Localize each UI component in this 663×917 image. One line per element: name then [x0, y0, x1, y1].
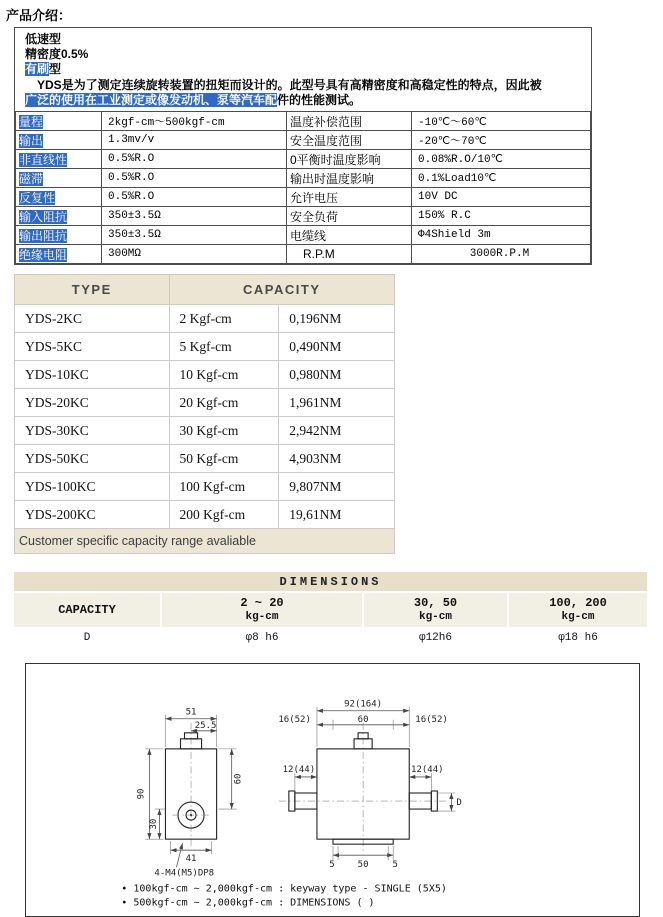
spec-row — [16, 169, 591, 188]
capacity-unit: kg-cm — [561, 611, 595, 623]
dim-height-label: 90 — [136, 788, 147, 800]
dim-bottom-width-label: 41 — [185, 854, 197, 865]
dims-row-label: D — [14, 629, 160, 647]
table-row — [15, 445, 395, 473]
spec-value: 0.08%R.O/10℃ — [412, 150, 591, 169]
dim-left-seg-label: 16(52) — [278, 714, 311, 725]
table-row — [15, 333, 395, 361]
model-type: YDS-5KC — [15, 333, 170, 361]
model-nm: 0,490NM — [279, 333, 395, 361]
dim-half-width-label: 25.5 — [194, 720, 217, 731]
spec-label: 0平衡时温度影响 — [287, 150, 412, 169]
spec-row — [16, 131, 591, 150]
table-footer-row — [15, 529, 395, 554]
model-nm: 4,903NM — [279, 445, 395, 473]
capacity-range: 2 ~ 20 — [240, 596, 284, 610]
spec-value: 350±3.5Ω — [102, 207, 287, 226]
product-spec-box — [14, 27, 592, 265]
model-type: YDS-20KC — [15, 389, 170, 417]
table-row — [15, 361, 395, 389]
spec-row — [16, 150, 591, 169]
feature-line-brush: 有刷型 — [25, 62, 62, 76]
table-row — [15, 389, 395, 417]
spec-label: R.P.M — [287, 245, 412, 264]
dimensions-title: DIMENSIONS — [14, 572, 647, 591]
table-row — [15, 417, 395, 445]
technical-drawing — [26, 664, 639, 916]
model-nm: 19,61NM — [279, 501, 395, 529]
selected-text: 有刷 — [25, 62, 50, 76]
dim-foot-mid-label: 50 — [357, 860, 369, 871]
spec-row — [16, 245, 591, 264]
dim-right-seg-label: 16(52) — [415, 714, 448, 725]
dimensions-title-row — [14, 572, 647, 591]
shaft-diameter-label: D — [456, 798, 462, 809]
spec-row — [16, 207, 591, 226]
product-intro — [15, 28, 591, 111]
spec-label: 安全温度范围 — [287, 131, 412, 150]
shaft-diameter: φ12h6 — [364, 629, 507, 647]
spec-label: 安全负荷 — [287, 207, 412, 226]
model-type: YDS-30KC — [15, 417, 170, 445]
spec-value: 0.5%R.O — [102, 169, 287, 188]
spec-label: 输出阻抗 — [16, 226, 102, 245]
spec-label: 非直线性 — [16, 150, 102, 169]
capacity-unit: kg-cm — [418, 611, 452, 623]
spec-value: 0.5%R.O — [102, 150, 287, 169]
spec-row — [16, 226, 591, 245]
dim-foot-left-label: 5 — [329, 860, 335, 871]
spec-label: 反复性 — [16, 188, 102, 207]
spec-value: 300MΩ — [102, 245, 287, 264]
spec-row — [16, 112, 591, 131]
spec-value: 0.1%Load10℃ — [412, 169, 591, 188]
model-nm: 9,807NM — [279, 473, 395, 501]
dim-width-label: 51 — [185, 707, 197, 718]
table-header-row — [15, 275, 395, 305]
spec-label: 温度补偿范围 — [287, 112, 412, 131]
spec-value: 10V DC — [412, 188, 591, 207]
spec-label: 电缆线 — [287, 226, 412, 245]
model-capacity: 50 Kgf-cm — [169, 445, 279, 473]
capacity-range: 100, 200 — [549, 596, 607, 610]
dimensions-table — [12, 570, 649, 649]
selected-text: 广泛的使用在工业测定或像发动机、泵等汽车配 — [25, 93, 278, 107]
spec-label: 允许电压 — [287, 188, 412, 207]
model-nm: 2,942NM — [279, 417, 395, 445]
dim-lower-label: 30 — [148, 818, 159, 830]
spec-value: 2kgf-cm～500kgf-cm — [102, 112, 287, 131]
spec-value: 3000R.P.M — [412, 245, 591, 264]
dims-col-header — [364, 593, 507, 627]
spec-label: 绝缘电阻 — [16, 245, 102, 264]
drawing-note: • 100kgf-cm ~ 2,000kgf-cm : keyway type - SINGLE (5X5) — [121, 883, 447, 895]
sensor-front-view — [165, 720, 217, 849]
dims-col-header — [162, 593, 362, 627]
spec-value: 0.5%R.O — [102, 188, 287, 207]
capacity-unit: kg-cm — [245, 611, 279, 623]
spec-value: -10℃～60℃ — [412, 112, 591, 131]
dim-total-width-label: 92(164) — [344, 699, 383, 710]
sensor-side-view — [279, 723, 448, 851]
shaft-diameter: φ8 h6 — [162, 629, 362, 647]
dim-mid-seg-label: 60 — [357, 714, 369, 725]
mounting-holes-label: 4-M4(M5)DP8 — [154, 868, 215, 879]
model-nm: 0,980NM — [279, 361, 395, 389]
table-row — [15, 501, 395, 529]
model-capacity: 30 Kgf-cm — [169, 417, 279, 445]
model-nm: 1,961NM — [279, 389, 395, 417]
capacity-range: 30, 50 — [413, 596, 458, 610]
capacity-range-note: Customer specific capacity range avaliable — [15, 529, 395, 554]
dim-inner-height-label: 60 — [233, 773, 244, 785]
model-type: YDS-100KC — [15, 473, 170, 501]
model-capacity: 100 Kgf-cm — [169, 473, 279, 501]
dim-foot-right-label: 5 — [392, 860, 398, 871]
spec-value: Φ4Shield 3m — [412, 226, 591, 245]
spec-row — [16, 188, 591, 207]
spec-label: 输出 — [16, 131, 102, 150]
model-type: YDS-200KC — [15, 501, 170, 529]
type-capacity-table — [14, 274, 395, 554]
spec-label: 磁滞 — [16, 169, 102, 188]
page-title: 产品介绍： — [6, 8, 72, 23]
dims-col-header — [509, 593, 647, 627]
spec-value: 150% R.C — [412, 207, 591, 226]
spec-value: 350±3.5Ω — [102, 226, 287, 245]
technical-drawing-box — [25, 663, 640, 917]
dim-side-left-label: 12(44) — [282, 764, 316, 775]
capacity-column-header: CAPACITY — [169, 275, 394, 305]
spec-value: -20℃～70℃ — [412, 131, 591, 150]
model-type: YDS-10KC — [15, 361, 170, 389]
dimensions-header-row — [14, 593, 647, 627]
dimensions-data-row — [14, 629, 647, 647]
model-capacity: 10 Kgf-cm — [169, 361, 279, 389]
shaft-diameter: φ18 h6 — [509, 629, 647, 647]
model-nm: 0,196NM — [279, 305, 395, 333]
intro-paragraph: YDS是为了测定连续旋转装置的扭矩而设计的。此型号具有高精密度和高稳定性的特点，因此被 广泛的使用在工业测定或像发动机、泵等汽车配件的性能测试。 — [25, 78, 542, 107]
model-capacity: 200 Kgf-cm — [169, 501, 279, 529]
model-type: YDS-2KC — [15, 305, 170, 333]
spec-table — [15, 111, 591, 264]
spec-label: 输入阻抗 — [16, 207, 102, 226]
spec-value: 1.3mv/v — [102, 131, 287, 150]
drawing-notes — [121, 883, 447, 908]
type-column-header: TYPE — [15, 275, 170, 305]
model-capacity: 5 Kgf-cm — [169, 333, 279, 361]
feature-line-speed: 低速型 — [25, 32, 62, 46]
model-type: YDS-50KC — [15, 445, 170, 473]
table-row — [15, 473, 395, 501]
model-capacity: 2 Kgf-cm — [169, 305, 279, 333]
feature-line-precision: 精密度0.5% — [25, 47, 89, 61]
spec-label: 量程 — [16, 112, 102, 131]
drawing-note: • 500kgf-cm ~ 2,000kgf-cm : DIMENSIONS ( ) — [121, 897, 375, 909]
dims-capacity-header: CAPACITY — [14, 593, 160, 627]
dim-side-right-label: 12(44) — [411, 764, 444, 775]
table-row — [15, 305, 395, 333]
model-capacity: 20 Kgf-cm — [169, 389, 279, 417]
spec-label: 输出时温度影响 — [287, 169, 412, 188]
